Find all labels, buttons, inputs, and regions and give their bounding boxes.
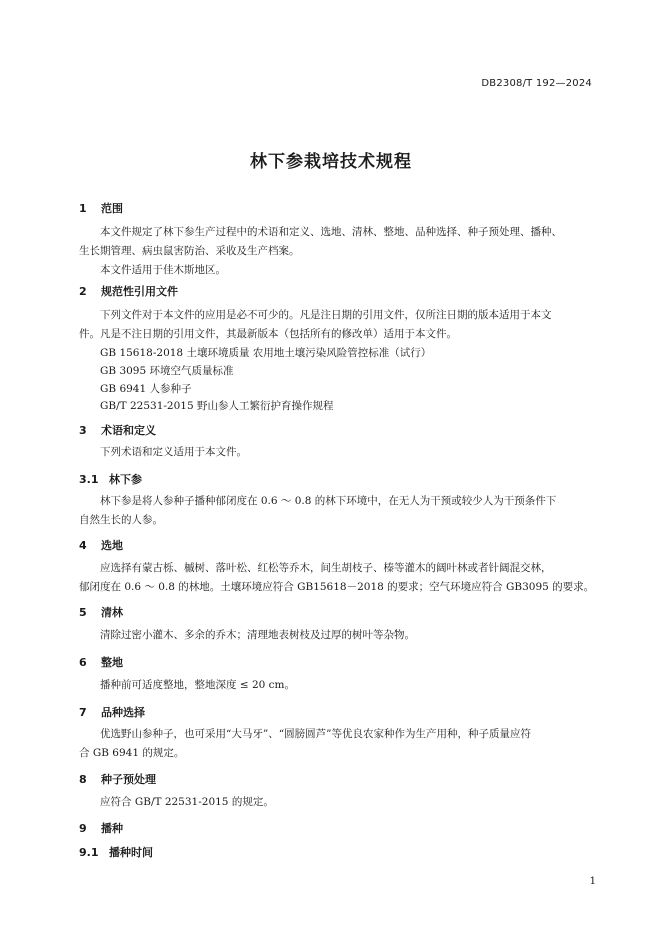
section-heading-1 — [79, 200, 123, 216]
paragraph-line: 生长期管理、病虫鼠害防治、采收及生产档案。 — [79, 245, 300, 257]
reference-item: GB 6941 人参种子 — [100, 383, 192, 395]
section-title: 播种时间 — [109, 846, 153, 859]
paragraph-line: 下列术语和定义适用于本文件。 — [100, 446, 247, 458]
section-title: 品种选择 — [101, 706, 145, 719]
section-title: 规范性引用文件 — [101, 285, 178, 298]
section-heading-6 — [79, 654, 123, 670]
section-title: 种子预处理 — [101, 773, 156, 786]
section-title: 林下参 — [109, 473, 142, 486]
paragraph-line: 合 GB 6941 的规定。 — [79, 747, 185, 759]
paragraph-line: 播种前可适度整地，整地深度 ≤ 20 cm。 — [100, 679, 296, 691]
section-number: 5 — [79, 606, 87, 619]
section-heading-5 — [79, 604, 123, 620]
document-code: DB2308/T 192—2024 — [481, 78, 592, 89]
section-heading-9 — [79, 820, 123, 836]
paragraph-line: 郁闭度在 0.6 ～ 0.8 的林地。土壤环境应符合 GB15618－2018 的要求；空气环境应符合 GB3095 的要求。 — [79, 581, 595, 593]
section-heading-3 — [79, 422, 156, 438]
paragraph — [79, 306, 599, 344]
section-heading-3-1 — [79, 471, 142, 487]
paragraph-line: 本文件规定了林下参生产过程中的术语和定义、选地、清林、整地、品种选择、种子预处理、播种、 — [100, 226, 562, 238]
paragraph-line: 优选野山参种子，也可采用“大马牙”、“圆膀圆芦”等优良农家种作为生产用种，种子质量应符 — [100, 728, 531, 740]
paragraph-line: 下列文件对于本文件的应用是必不可少的。凡是注日期的引用文件，仅所注日期的版本适用于本文 — [100, 309, 552, 321]
section-number: 2 — [79, 285, 87, 298]
paragraph-line: 自然生长的人参。 — [79, 514, 163, 526]
paragraph-line: 应选择有蒙古栎、槭树、落叶松、红松等乔木，间生胡枝子、榛等灌木的阔叶林或者针阔混交林， — [100, 562, 552, 574]
paragraph — [79, 559, 599, 597]
paragraph-line: 件。凡是不注日期的引用文件，其最新版本（包括所有的修改单）适用于本文件。 — [79, 328, 457, 340]
section-heading-7 — [79, 704, 145, 720]
section-heading-9-1 — [79, 844, 153, 860]
paragraph-line: 本文件适用于佳木斯地区。 — [100, 264, 226, 276]
paragraph-line: 清除过密小灌木、多余的乔木；清理地表树枝及过厚的树叶等杂物。 — [100, 629, 415, 641]
section-number: 3.1 — [79, 473, 99, 486]
paragraph — [79, 492, 599, 530]
section-title: 选地 — [101, 539, 123, 552]
paragraph — [79, 725, 599, 763]
section-heading-8 — [79, 771, 156, 787]
reference-item: GB 3095 环境空气质量标准 — [100, 365, 234, 377]
section-number: 7 — [79, 706, 87, 719]
section-title: 范围 — [101, 202, 123, 215]
section-title: 播种 — [101, 822, 123, 835]
paragraph — [79, 223, 599, 280]
section-number: 6 — [79, 656, 87, 669]
paragraph-line: 应符合 GB/T 22531-2015 的规定。 — [100, 796, 274, 808]
reference-item: GB 15618-2018 土壤环境质量 农用地土壤污染风险管控标准（试行） — [100, 347, 432, 359]
section-title: 术语和定义 — [101, 424, 156, 437]
section-heading-4 — [79, 537, 123, 553]
section-heading-2 — [79, 283, 178, 299]
paragraph-line: 林下参是将人参种子播种郁闭度在 0.6 ～ 0.8 的林下环境中，在无人为干预或较少人为干预条件下 — [100, 495, 557, 507]
section-number: 1 — [79, 202, 87, 215]
section-number: 9 — [79, 822, 87, 835]
page-number: 1 — [589, 876, 596, 887]
section-number: 3 — [79, 424, 87, 437]
section-number: 9.1 — [79, 846, 99, 859]
reference-item: GB/T 22531-2015 野山参人工繁衍护育操作规程 — [100, 400, 334, 412]
page-title: 林下参栽培技术规程 — [250, 152, 412, 172]
section-number: 4 — [79, 539, 87, 552]
section-title: 清林 — [101, 606, 123, 619]
section-number: 8 — [79, 773, 87, 786]
section-title: 整地 — [101, 656, 123, 669]
